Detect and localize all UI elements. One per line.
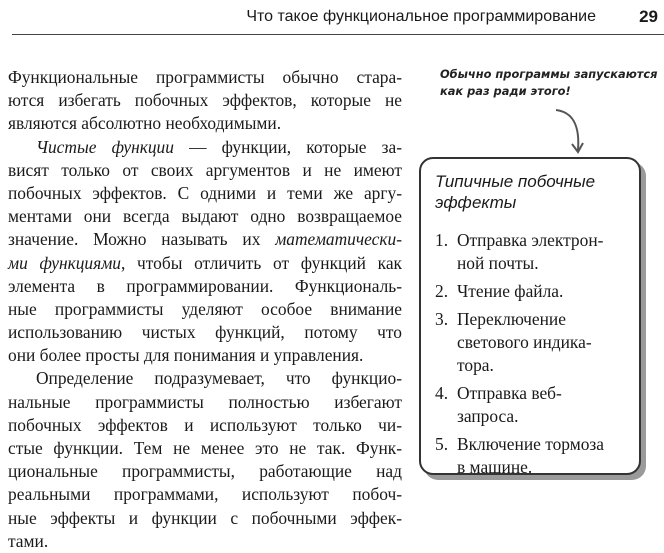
- item-text: светового индика-: [457, 332, 592, 352]
- text-line: ные программисты уделяют особое внимание: [8, 298, 402, 319]
- item-number: 1.: [435, 230, 449, 250]
- text-segment: значение. Можно называть их: [8, 229, 276, 250]
- side-effects-list: [435, 229, 635, 484]
- term-math-functions-cont: ми функциями: [8, 252, 122, 273]
- item-text: Отправка веб-: [457, 383, 562, 403]
- text-line: тами.: [8, 530, 49, 551]
- item-number: 3.: [435, 308, 449, 329]
- text-line: [8, 136, 402, 159]
- note-line: как раз ради этого!: [440, 84, 571, 98]
- sidebar-title-line: эффекты: [435, 193, 517, 212]
- item-text: Переключение: [457, 308, 566, 329]
- text-line: циональные программисты, работающие над: [8, 461, 402, 482]
- text-line: ются избегать побочных эффектов, которые не: [8, 90, 402, 111]
- page-number: 29: [639, 7, 658, 26]
- paragraph-3: [8, 367, 402, 553]
- term-pure-functions: Чистые функции: [36, 136, 174, 157]
- text-line: Определение подразумевает, что функцио-: [36, 368, 402, 389]
- note-line: Обычно программы запускаются: [440, 67, 658, 81]
- item-number: 4.: [435, 383, 449, 403]
- list-item: [435, 382, 635, 428]
- text-line: являются абсолютно необходимыми.: [8, 113, 282, 134]
- page-header: [0, 0, 664, 36]
- text-line: висят только от своих аргументов и не имеют: [8, 159, 402, 180]
- item-text: Чтение файла.: [457, 281, 564, 301]
- item-text: запроса.: [457, 406, 519, 427]
- term-math-functions: математически-: [275, 229, 402, 250]
- curved-arrow-icon: [552, 106, 596, 156]
- list-item: [435, 308, 635, 378]
- text-line: [8, 252, 402, 275]
- text-line: они более просты для понимания и управления.: [8, 345, 364, 366]
- text-line: [8, 228, 402, 251]
- text-segment: , чтобы отличить от функций как: [121, 252, 402, 273]
- text-line: реальными программами, используют побоч-: [8, 484, 402, 505]
- running-head-title: Что такое функциональное программирование: [246, 8, 596, 25]
- item-number: 2.: [435, 281, 449, 301]
- item-text: в машине.: [457, 457, 533, 478]
- text-line: стые функции. Тем не менее это не так. Функ-: [8, 438, 402, 458]
- margin-note: [440, 66, 658, 100]
- item-text: Включение тормоза: [457, 434, 604, 454]
- list-item: [435, 280, 635, 303]
- header-rule: [12, 34, 664, 35]
- main-text: [8, 66, 402, 553]
- text-line: использованию чистых функций, потому что: [8, 322, 402, 343]
- item-text: тора.: [457, 355, 494, 376]
- text-line: побочных эффектов. С одними и теми же аргу-: [8, 182, 402, 203]
- paragraph-2: [8, 136, 402, 368]
- paragraph-1: [8, 66, 402, 136]
- list-item: [435, 433, 635, 479]
- sidebar-title: [435, 171, 595, 213]
- item-text: Отправка электрон-: [457, 230, 604, 250]
- text-line: ментами они всегда выдают одно возвращаемое: [8, 206, 402, 227]
- sidebar-box: [419, 157, 641, 478]
- sidebar-title-line: Типичные побочные: [435, 172, 596, 191]
- item-number: 5.: [435, 434, 449, 454]
- text-segment: — функции, которые за-: [173, 136, 402, 157]
- item-text: ной почты.: [457, 253, 539, 274]
- text-line: элемента в программировании. Функциональ-: [8, 275, 402, 296]
- text-line: побочных эффектов и используют только чи-: [8, 414, 402, 435]
- text-line: ные эффекты и функции с побочными эффек-: [8, 507, 402, 528]
- text-line: нальные программисты полностью избегают: [8, 391, 402, 412]
- text-line: Функциональные программисты обычно стара-: [8, 67, 402, 87]
- list-item: [435, 229, 635, 275]
